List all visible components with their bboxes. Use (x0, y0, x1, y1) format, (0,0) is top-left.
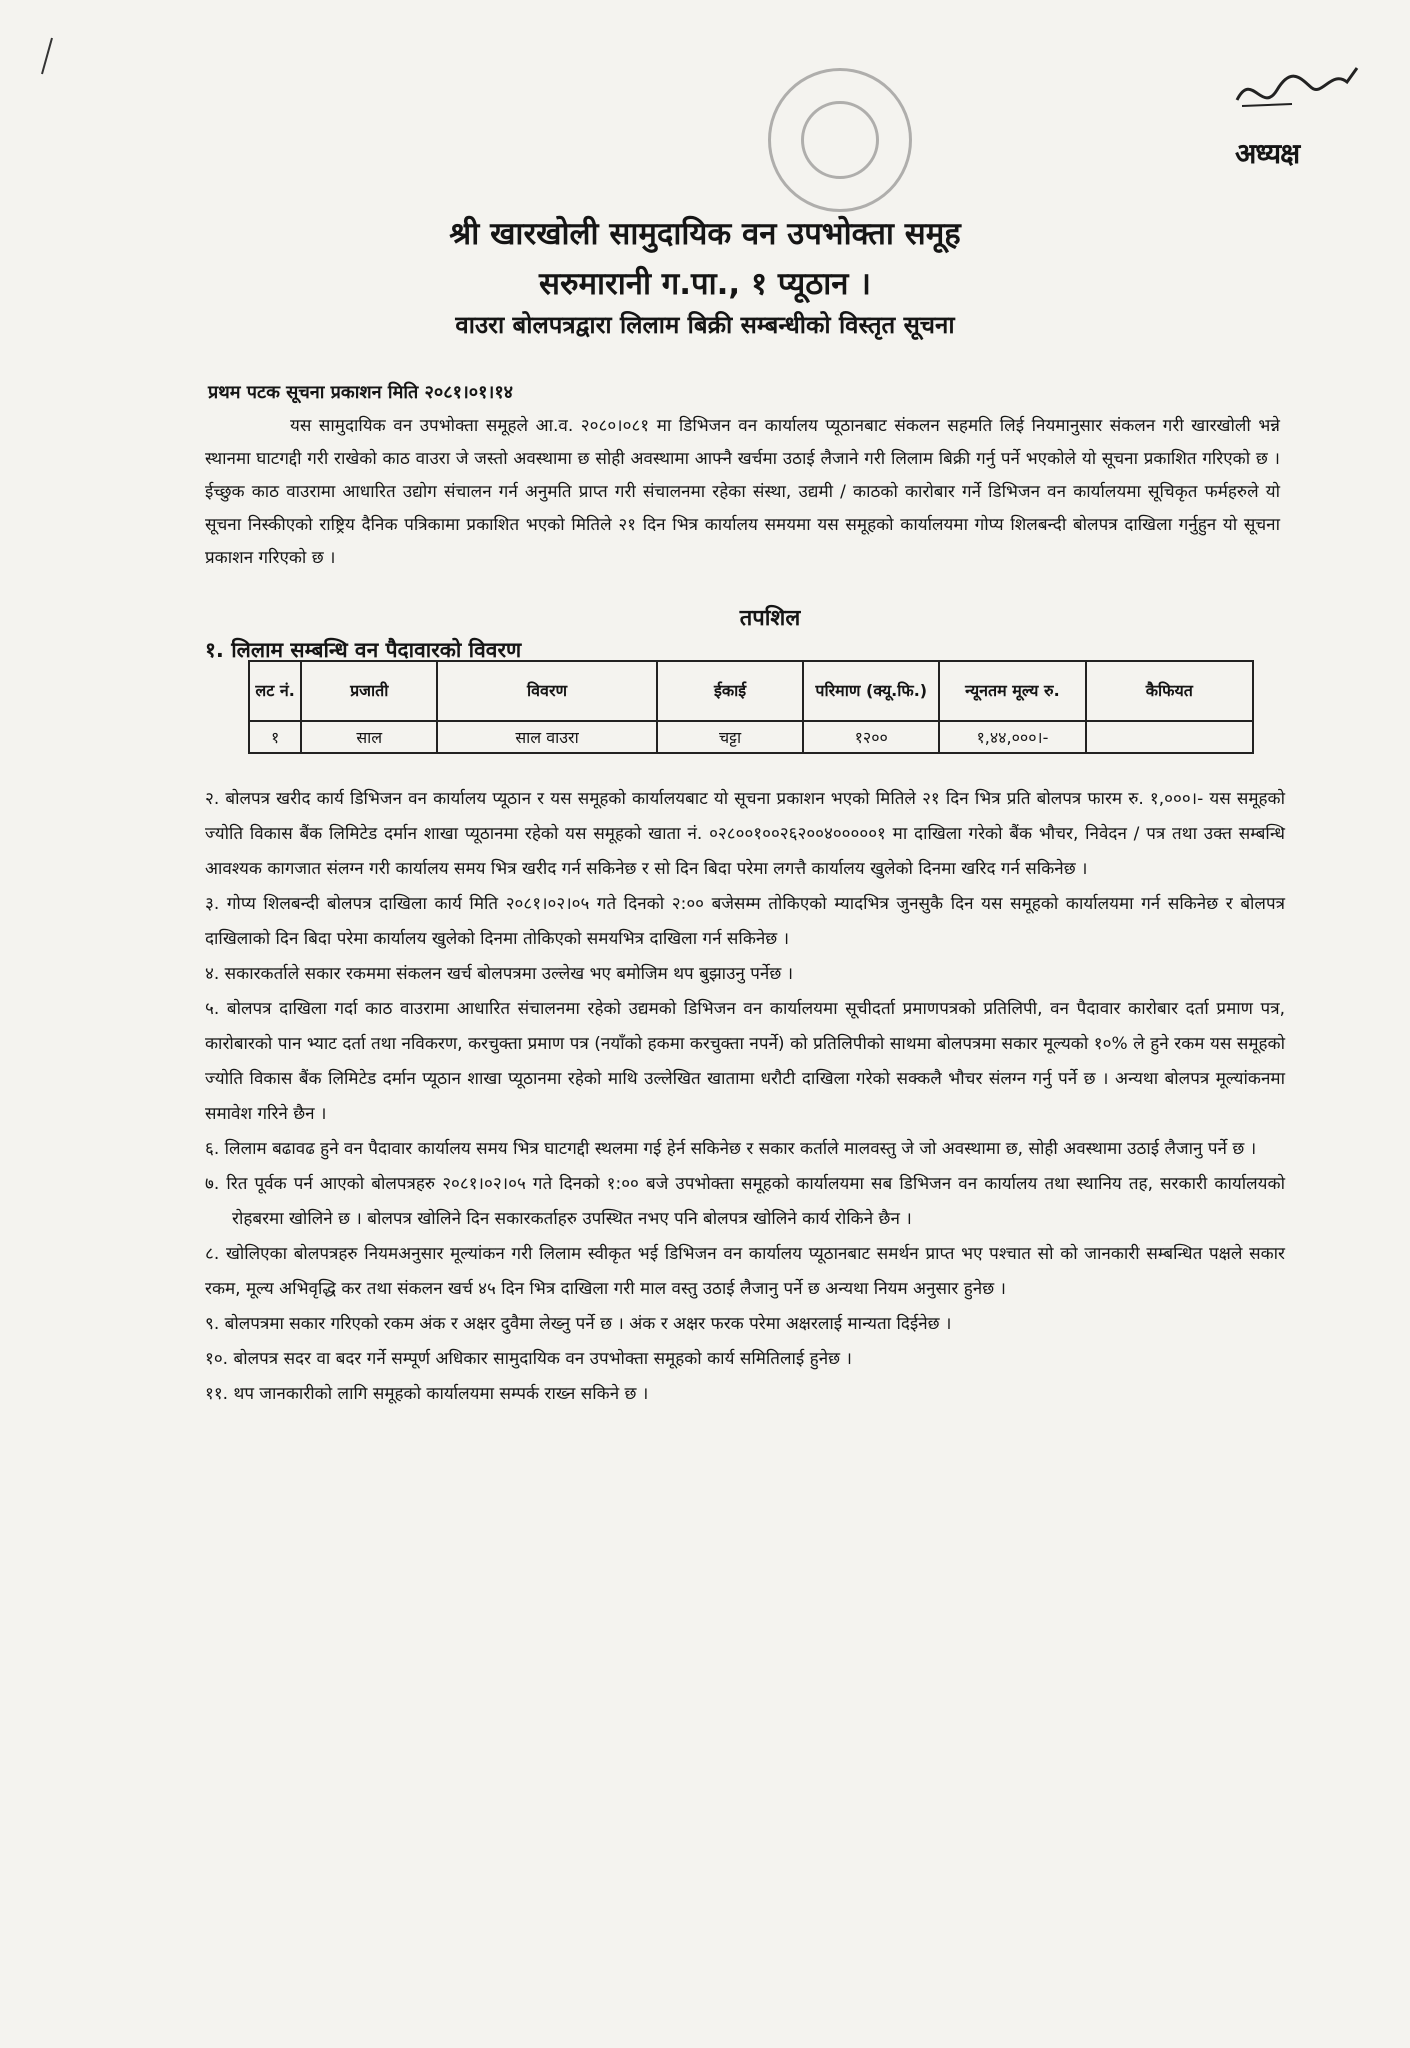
condition-item-4: ४. सकारकर्ताले सकार रकममा संकलन खर्च बोलपत्रमा उल्लेख भए बमोजिम थप बुझाउनु पर्नेछ । (205, 964, 794, 984)
condition-item-3: ३. गोप्य शिलबन्दी बोलपत्र दाखिला कार्य मिति २०८१।०२।०५ गते दिनको २:०० बजेसम्म तोकिएको म्यादभित्र जुनसुकै दिन यस समूहको कार्यालयमा गर्न सकिनेछ र बोलपत्र दाखिलाको दिन बिदा परेमा कार्यालय खुलेको दिनमा तोकिएको समयभित्र दाखिला गर्न सकिनेछ । (205, 894, 1285, 949)
header-description: विवरण (437, 661, 657, 721)
header-species: प्रजाती (301, 661, 437, 721)
table-header-row (249, 661, 1253, 721)
condition-item-2: २. बोलपत्र खरीद कार्य डिभिजन वन कार्यालय प्यूठान र यस समूहको कार्यालयबाट यो सूचना प्रकाशन भएको मितिले २१ दिन भित्र प्रति बोलपत्र फारम रु. १,०००।- यस समूहको ज्योति विकास बैंक लिमिटेड दर्मान शाखा प्यूठानमा रहेको यस समूहको खाता नं. ०२८००१००२६२००४०००००१ मा दाखिला गरेको बैंक भौचर, निवेदन / पत्र तथा उक्त सम्बन्धि आवश्यक कागजात संलग्न गरी कार्यालय समय भित्र खरीद गर्न सकिनेछ र सो दिन बिदा परेमा लगत्तै कार्यालय खुलेको दिनमा खरिद गर्न सकिनेछ । (205, 789, 1285, 879)
header-remarks: कैफियत (1086, 661, 1253, 721)
edge-mark-icon (36, 36, 56, 76)
title-subject: वाउरा बोलपत्रद्वारा लिलाम बिक्री सम्बन्धीको विस्तृत सूचना (455, 311, 955, 339)
cell-unit: चट्टा (657, 721, 803, 753)
conditions-list (205, 782, 1285, 1412)
cell-species: साल (301, 721, 437, 753)
section1-title: १. लिलाम सम्बन्धि वन पैदावारको विवरण (205, 638, 522, 662)
condition-item-10: १०. बोलपत्र सदर वा बदर गर्ने सम्पूर्ण अधिकार सामुदायिक वन उपभोक्ता समूहको कार्य समितिलाई हुनेछ । (205, 1349, 852, 1369)
condition-item-8: ८. खोलिएका बोलपत्रहरु नियमअनुसार मूल्यांकन गरी लिलाम स्वीकृत भई डिभिजन वन कार्यालय प्यूठानबाट समर्थन प्राप्त भए पश्चात सो को जानकारी सम्बन्धित पक्षले सकार रकम, मूल्य अभिवृद्धि कर तथा संकलन खर्च ४५ दिन भित्र दाखिला गरी माल वस्तु उठाई लैजानु पर्ने छ अन्यथा नियम अनुसार हुनेछ । (205, 1244, 1285, 1299)
cell-lot-no: १ (249, 721, 301, 753)
corner-mark: अध्यक्ष (1235, 137, 1300, 170)
cell-min-price: १,४४,०००।- (939, 721, 1085, 753)
condition-item-5: ५. बोलपत्र दाखिला गर्दा काठ वाउरामा आधारित संचालनमा रहेको उद्यमको डिभिजन वन कार्यालयमा सूचीदर्ता प्रमाणपत्रको प्रतिलिपी, वन पैदावार कारोबार दर्ता प्रमाण पत्र, कारोबारको पान भ्याट दर्ता तथा नविकरण, करचुक्ता प्रमाण पत्र (नयाँको हकमा करचुक्ता नपर्ने) को प्रतिलिपीको साथमा बोलपत्रमा सकार मूल्यको १०% ले हुने रकम यस समूहको ज्योति विकास बैंक लिमिटेड दर्मान प्यूठान शाखा प्यूठानमा रहेको माथि उल्लेखित खातामा धरौटी दाखिला गरेको सक्कलै भौचर संलग्न गर्नु पर्ने छ । अन्यथा बोलपत्र मूल्यांकनमा समावेश गरिने छैन । (205, 999, 1285, 1124)
title-organization: श्री खारखोली सामुदायिक वन उपभोक्ता समूह (449, 216, 961, 252)
header-quantity: परिमाण (क्यू.फि.) (803, 661, 939, 721)
cell-description: साल वाउरा (437, 721, 657, 753)
condition-item-7: ७. रित पूर्वक पर्न आएको बोलपत्रहरु २०८१।०२।०५ गते दिनको १:०० बजे उपभोक्ता समूहको कार्यालयमा सब डिभिजन वन कार्यालय तथा स्थानिय तह, सरकारी कार्यालयको रोहबरमा खोलिने छ । बोलपत्र खोलिने दिन सकारकर्ताहरु उपस्थित नभए पनि बोलपत्र खोलिने कार्य रोकिने छैन । (205, 1174, 1285, 1229)
condition-item-9: ९. बोलपत्रमा सकार गरिएको रकम अंक र अक्षर दुवैमा लेख्नु पर्ने छ । अंक र अक्षर फरक परेमा अक्षरलाई मान्यता दिईनेछ । (205, 1314, 952, 1334)
auction-table (248, 660, 1254, 754)
header-lot-no: लट नं. (249, 661, 301, 721)
condition-item-11: ११. थप जानकारीको लागि समूहको कार्यालयमा सम्पर्क राख्न सकिने छ । (205, 1384, 649, 1404)
table-row (249, 721, 1253, 753)
title-address: सरुमारानी ग.पा., १ प्यूठान । (538, 266, 872, 302)
details-heading: तपशिल (739, 606, 801, 631)
cell-quantity: १२०० (803, 721, 939, 753)
intro-paragraph: यस सामुदायिक वन उपभोक्ता समूहले आ.व. २०८०।०८१ मा डिभिजन वन कार्यालय प्यूठानबाट संकलन सहमति लिई नियमानुसार संकलन गरी खारखोली भन्ने स्थानमा घाटगद्दी गरी राखेको काठ वाउरा जे जस्तो अवस्थामा छ सोही अवस्थामा आफ्नै खर्चमा उठाई लैजाने गरी लिलाम बिक्री गर्नु पर्ने भएकोले यो सूचना प्रकाशित गरिएको छ । ईच्छुक काठ वाउरामा आधारित उद्योग संचालन गर्न अनुमति प्राप्त गरी संचालनमा रहेका संस्था, उद्यमी / काठको कारोबार गर्ने डिभिजन वन कार्यालयमा सूचिकृत फर्महरुले यो सूचना निस्कीएको राष्ट्रिय दैनिक पत्रिकामा प्रकाशित भएको मितिले २१ दिन भित्र कार्यालय समयमा यस समूहको कार्यालयमा गोप्य शिलबन्दी बोलपत्र दाखिला गर्नुहुन यो सूचना प्रकाशन गरिएको छ । (205, 416, 1280, 568)
stamp-seal-icon (768, 68, 912, 212)
cell-remarks (1086, 721, 1253, 753)
condition-item-6: ६. लिलाम बढावढ हुने वन पैदावार कार्यालय समय भित्र घाटगद्दी स्थलमा गई हेर्न सकिनेछ र सकार कर्ताले मालवस्तु जे जो अवस्थामा छ, सोही अवस्थामा उठाई लैजानु पर्ने छ । (205, 1139, 1257, 1159)
signature-icon (1232, 60, 1362, 120)
header-unit: ईकाई (657, 661, 803, 721)
publication-date: प्रथम पटक सूचना प्रकाशन मिति २०८१।०१।१४ (208, 382, 514, 403)
header-min-price: न्यूनतम मूल्य रु. (939, 661, 1085, 721)
